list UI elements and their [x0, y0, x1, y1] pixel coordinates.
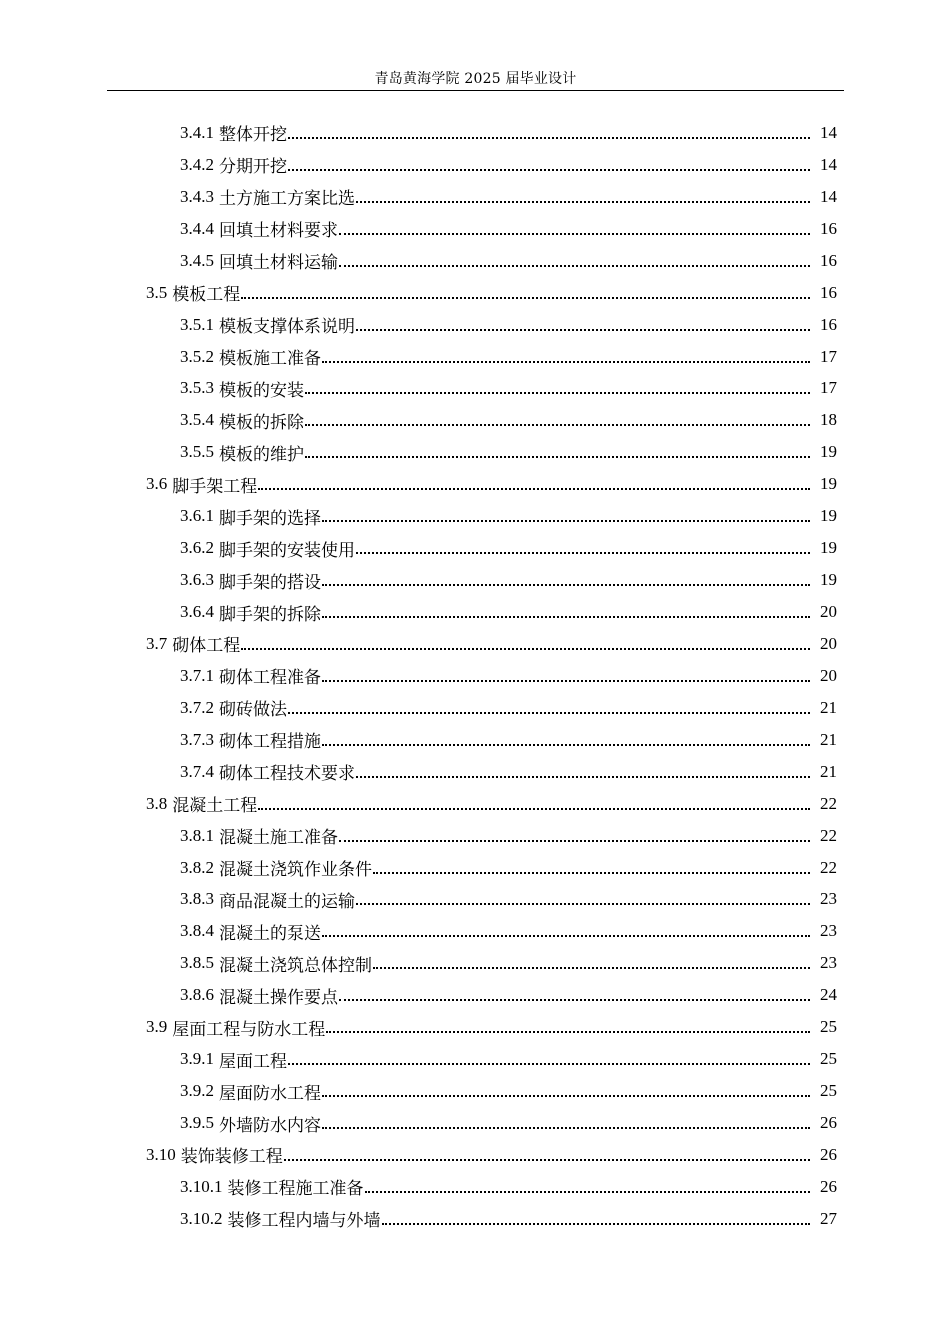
toc-entry-number: 3.8.6 [180, 985, 214, 1005]
toc-dot-leader [356, 902, 810, 905]
toc-dot-leader [339, 264, 810, 267]
toc-entry-number: 3.10.2 [180, 1208, 223, 1228]
toc-entry-number: 3.6.1 [180, 506, 214, 526]
toc-entry-page-number: 23 [820, 953, 837, 973]
toc-dot-leader [288, 136, 810, 139]
toc-entry-page-number: 22 [820, 825, 837, 845]
toc-entry-title: 装修工程施工准备 [227, 1179, 364, 1200]
toc-entry-page-number: 16 [820, 250, 837, 270]
toc-entry[interactable] [0, 500, 950, 532]
toc-dot-leader [241, 296, 810, 299]
toc-entry[interactable] [0, 1043, 950, 1075]
toc-entry-title: 脚手架的搭设 [219, 572, 321, 593]
toc-dot-leader [284, 1158, 810, 1161]
toc-entry[interactable] [0, 277, 950, 309]
toc-entry[interactable] [0, 852, 950, 884]
toc-entry-page-number: 20 [820, 633, 837, 653]
toc-dot-leader [288, 711, 810, 714]
toc-entry-title: 模板施工准备 [219, 349, 321, 370]
toc-entry-title: 屋面防水工程 [219, 1083, 321, 1104]
toc-entry-title: 模板支撑体系说明 [219, 317, 355, 338]
toc-dot-leader [288, 168, 810, 171]
toc-entry-title: 屋面工程 [219, 1051, 287, 1072]
toc-entry-page-number: 19 [820, 570, 837, 590]
toc-entry-number: 3.9 [146, 1017, 168, 1037]
toc-entry-title: 砌体工程准备 [219, 668, 321, 689]
toc-entry-number: 3.6.2 [180, 538, 214, 558]
toc-entry-number: 3.9.5 [180, 1113, 214, 1133]
toc-entry-number: 3.5.2 [180, 346, 214, 366]
toc-entry-page-number: 19 [820, 474, 837, 494]
toc-entry[interactable] [0, 628, 950, 660]
page-header: 青岛黄海学院 2025 届毕业设计 [374, 71, 577, 87]
toc-entry[interactable] [0, 692, 950, 724]
toc-dot-leader [288, 1062, 810, 1065]
toc-entry-number: 3.8.3 [180, 889, 214, 909]
toc-entry-title: 混凝土的泵送 [219, 923, 321, 944]
toc-entry[interactable] [0, 213, 950, 245]
toc-entry[interactable] [0, 884, 950, 916]
toc-entry[interactable] [0, 788, 950, 820]
toc-entry-page-number: 23 [820, 889, 837, 909]
toc-entry-page-number: 17 [820, 378, 837, 398]
toc-entry-page-number: 14 [820, 186, 837, 206]
toc-entry-title: 混凝土操作要点 [219, 987, 338, 1008]
toc-entry-page-number: 25 [820, 1049, 837, 1069]
toc-entry[interactable] [0, 181, 950, 213]
toc-entry-number: 3.8 [146, 793, 168, 813]
toc-entry-page-number: 21 [820, 729, 837, 749]
toc-entry-title: 砌体工程 [172, 636, 241, 657]
toc-entry-number: 3.9.2 [180, 1081, 214, 1101]
toc-entry-page-number: 21 [820, 697, 837, 717]
toc-entry-title: 砌砖做法 [219, 700, 287, 721]
toc-entry-number: 3.4.5 [180, 250, 214, 270]
toc-entry-number: 3.7.4 [180, 761, 214, 781]
toc-dot-leader [365, 1190, 811, 1193]
toc-dot-leader [356, 200, 810, 203]
toc-entry-number: 3.9.1 [180, 1049, 214, 1069]
toc-entry[interactable] [0, 117, 950, 149]
toc-entry-page-number: 18 [820, 410, 837, 430]
toc-dot-leader [305, 391, 810, 394]
toc-entry[interactable] [0, 979, 950, 1011]
toc-entry[interactable] [0, 947, 950, 979]
toc-entry[interactable] [0, 564, 950, 596]
toc-dot-leader [258, 487, 810, 490]
toc-entry-number: 3.6.4 [180, 602, 214, 622]
toc-entry[interactable] [0, 915, 950, 947]
toc-dot-leader [322, 360, 810, 363]
toc-entry[interactable] [0, 1171, 950, 1203]
toc-entry-title: 屋面工程与防水工程 [172, 1019, 326, 1040]
toc-entry-title: 整体开挖 [219, 125, 287, 146]
toc-entry-number: 3.7.2 [180, 697, 214, 717]
toc-entry[interactable] [0, 309, 950, 341]
toc-dot-leader [322, 1094, 810, 1097]
toc-entry-page-number: 16 [820, 218, 837, 238]
toc-entry[interactable] [0, 404, 950, 436]
toc-dot-leader [339, 998, 810, 1001]
toc-entry-page-number: 14 [820, 122, 837, 142]
toc-entry-page-number: 20 [820, 665, 837, 685]
toc-entry-page-number: 17 [820, 346, 837, 366]
toc-entry-page-number: 16 [820, 282, 837, 302]
toc-entry[interactable] [0, 1107, 950, 1139]
table-of-contents [0, 117, 950, 1235]
toc-entry[interactable] [0, 1203, 950, 1235]
toc-entry-page-number: 26 [820, 1144, 837, 1164]
toc-dot-leader [322, 519, 810, 522]
toc-entry-number: 3.5.4 [180, 410, 214, 430]
toc-dot-leader [322, 615, 810, 618]
toc-entry-number: 3.5.3 [180, 378, 214, 398]
toc-entry-number: 3.4.3 [180, 186, 214, 206]
toc-entry-title: 模板工程 [172, 285, 241, 306]
toc-entry-title: 装修工程内墙与外墙 [227, 1211, 381, 1232]
toc-entry[interactable] [0, 532, 950, 564]
toc-entry-page-number: 25 [820, 1017, 837, 1037]
toc-entry-title: 脚手架的拆除 [219, 604, 321, 625]
toc-dot-leader [356, 775, 810, 778]
toc-entry[interactable] [0, 149, 950, 181]
toc-dot-leader [356, 551, 810, 554]
toc-dot-leader [373, 966, 810, 969]
toc-entry-page-number: 22 [820, 793, 837, 813]
toc-entry-page-number: 26 [820, 1113, 837, 1133]
toc-dot-leader [322, 1126, 810, 1129]
toc-entry-title: 土方施工方案比选 [219, 189, 355, 210]
toc-entry-page-number: 24 [820, 985, 837, 1005]
toc-entry-number: 3.7.1 [180, 665, 214, 685]
toc-entry-number: 3.10.1 [180, 1176, 223, 1196]
toc-entry-title: 脚手架工程 [172, 476, 258, 497]
toc-entry-number: 3.7.3 [180, 729, 214, 749]
toc-entry-title: 脚手架的选择 [219, 508, 321, 529]
toc-entry-page-number: 19 [820, 442, 837, 462]
toc-entry-title: 混凝土浇筑总体控制 [219, 955, 372, 976]
toc-entry[interactable] [0, 245, 950, 277]
toc-entry-title: 回填土材料要求 [219, 221, 338, 242]
toc-dot-leader [305, 423, 810, 426]
toc-entry-title: 脚手架的安装使用 [219, 540, 355, 561]
toc-entry-number: 3.4.4 [180, 218, 214, 238]
toc-entry-title: 模板的维护 [219, 444, 304, 465]
toc-entry-number: 3.8.2 [180, 857, 214, 877]
toc-dot-leader [339, 839, 810, 842]
toc-entry-number: 3.8.4 [180, 921, 214, 941]
toc-entry-number: 3.10 [146, 1144, 176, 1164]
toc-entry-title: 分期开挖 [219, 157, 287, 178]
toc-entry-title: 砌体工程措施 [219, 732, 321, 753]
toc-entry-page-number: 25 [820, 1081, 837, 1101]
toc-entry-page-number: 14 [820, 154, 837, 174]
toc-entry-number: 3.6.3 [180, 570, 214, 590]
toc-dot-leader [241, 647, 810, 650]
toc-entry-page-number: 23 [820, 921, 837, 941]
toc-entry-page-number: 27 [820, 1208, 837, 1228]
toc-entry[interactable] [0, 1011, 950, 1043]
toc-entry-title: 商品混凝土的运输 [219, 891, 355, 912]
toc-entry-title: 混凝土浇筑作业条件 [219, 860, 372, 881]
toc-entry-page-number: 21 [820, 761, 837, 781]
toc-entry-number: 3.5.1 [180, 314, 214, 334]
toc-entry-page-number: 19 [820, 538, 837, 558]
toc-entry-title: 混凝土工程 [172, 796, 258, 817]
toc-dot-leader [322, 743, 810, 746]
toc-entry-title: 外墙防水内容 [219, 1115, 321, 1136]
toc-entry[interactable] [0, 660, 950, 692]
toc-dot-leader [373, 871, 810, 874]
toc-entry-page-number: 22 [820, 857, 837, 877]
toc-entry-number: 3.8.1 [180, 825, 214, 845]
toc-dot-leader [356, 328, 810, 331]
toc-entry[interactable] [0, 1139, 950, 1171]
toc-entry-number: 3.8.5 [180, 953, 214, 973]
toc-entry-page-number: 20 [820, 602, 837, 622]
toc-entry-page-number: 19 [820, 506, 837, 526]
toc-entry-title: 混凝土施工准备 [219, 828, 338, 849]
toc-entry[interactable] [0, 724, 950, 756]
toc-dot-leader [326, 1030, 810, 1033]
toc-entry-number: 3.4.2 [180, 154, 214, 174]
toc-entry[interactable] [0, 436, 950, 468]
toc-entry-title: 装饰装修工程 [180, 1147, 283, 1168]
toc-entry-page-number: 16 [820, 314, 837, 334]
toc-entry[interactable] [0, 468, 950, 500]
toc-dot-leader [382, 1222, 811, 1225]
toc-entry-page-number: 26 [820, 1176, 837, 1196]
toc-dot-leader [322, 934, 810, 937]
toc-entry[interactable] [0, 1075, 950, 1107]
toc-entry-title: 模板的安装 [219, 380, 304, 401]
toc-entry[interactable] [0, 373, 950, 405]
toc-dot-leader [339, 232, 810, 235]
toc-entry[interactable] [0, 341, 950, 373]
toc-entry-number: 3.7 [146, 633, 168, 653]
toc-entry-title: 砌体工程技术要求 [219, 764, 355, 785]
toc-entry[interactable] [0, 756, 950, 788]
toc-entry-number: 3.5.5 [180, 442, 214, 462]
toc-entry-number: 3.5 [146, 282, 168, 302]
toc-entry-title: 模板的拆除 [219, 412, 304, 433]
toc-entry-number: 3.6 [146, 474, 168, 494]
toc-entry-title: 回填土材料运输 [219, 253, 338, 274]
toc-dot-leader [305, 455, 810, 458]
toc-entry-number: 3.4.1 [180, 122, 214, 142]
toc-dot-leader [322, 583, 810, 586]
toc-dot-leader [258, 807, 810, 810]
toc-dot-leader [322, 679, 810, 682]
toc-entry[interactable] [0, 596, 950, 628]
header-divider [107, 90, 844, 91]
toc-entry[interactable] [0, 820, 950, 852]
